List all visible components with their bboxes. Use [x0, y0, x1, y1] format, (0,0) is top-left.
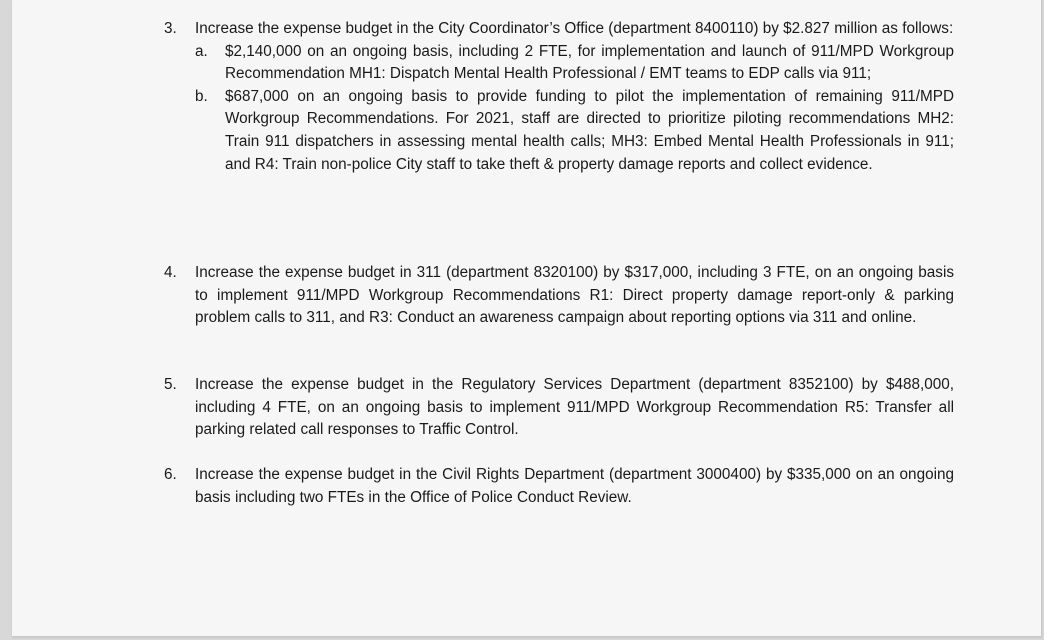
list-item-5: [164, 374, 954, 442]
sub-item-letter: b.: [195, 87, 208, 105]
sub-item-text: $687,000 on an ongoing basis to provide funding to pilot the implementation of remaining 911/MPD Workgroup Recommendations. For 2021, staff are directed to prioritize piloting recommendations MH2: Train 911 dispatchers in assessing mental health calls; MH3: Embed Mental Health Professionals in 911; and R4: Train non-police City staff to take theft & property damage reports and collect evidence.: [225, 87, 954, 173]
list-item-6: [164, 464, 954, 509]
sub-item-text: $2,140,000 on an ongoing basis, including 2 FTE, for implementation and launch of 911/MPD Workgroup Recommendation MH1: Dispatch Mental Health Professional / EMT teams to EDP calls via 911;: [225, 42, 954, 83]
item-number: 4.: [164, 264, 177, 281]
sub-item-b: [195, 86, 954, 176]
list-item-3: [164, 18, 954, 176]
item-text: Increase the expense budget in 311 (department 8320100) by $317,000, including 3 FTE, on an ongoing basis to implement 911/MPD Workgroup Recommendations R1: Direct property damage report-only & parking problem calls to 311, and R3: Conduct an awareness campaign about reporting options via 311 and online.: [195, 264, 954, 327]
sub-item-a: [195, 41, 954, 86]
list-item-4: [164, 262, 954, 330]
item-number: 6.: [164, 466, 177, 483]
item-number: 5.: [164, 376, 177, 393]
sub-item-letter: a.: [195, 42, 208, 60]
item-text: Increase the expense budget in the Civil Rights Department (department 3000400) by $335,000 on an ongoing basis including two FTEs in the Office of Police Conduct Review.: [195, 466, 954, 506]
item-text: Increase the expense budget in the Regulatory Services Department (department 8352100) by $488,000, including 4 FTE, on an ongoing basis to implement 911/MPD Workgroup Recommendation R5: Transfer all parking related call responses to Traffic Control.: [195, 376, 954, 439]
item-text: Increase the expense budget in the City Coordinator’s Office (department 8400110) by $2.827 million as follows:: [195, 20, 954, 37]
document-page: [12, 0, 1042, 637]
item-number: 3.: [164, 20, 177, 37]
